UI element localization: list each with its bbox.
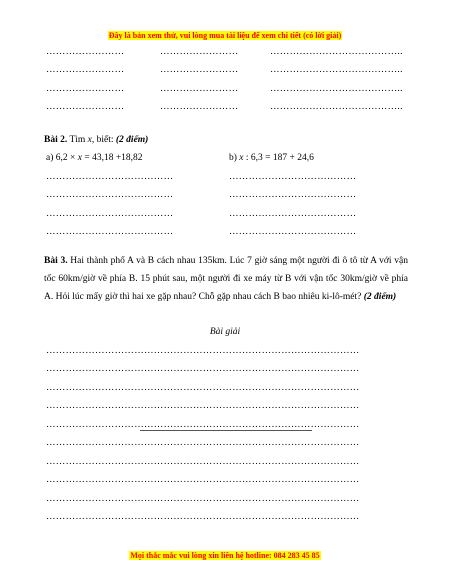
equation-b-var: x bbox=[239, 153, 244, 163]
solution-line: …………………………………………………………………………………… bbox=[46, 494, 360, 504]
exercise-3-label: Bài 3. bbox=[44, 256, 68, 266]
equation-a-post: = 43,18 +18,82 bbox=[81, 153, 143, 163]
solution-line: …………………………………………………………………………………… bbox=[46, 438, 360, 448]
exercise-3-points: (2 điểm) bbox=[363, 292, 397, 302]
answer-line: …………………… bbox=[46, 65, 125, 75]
top-banner bbox=[0, 25, 450, 43]
equation-b-pre: b) bbox=[229, 153, 240, 163]
exercise-2-points: (2 điểm) bbox=[115, 135, 149, 145]
solution-line: …………………………………………………………………………………… bbox=[46, 364, 360, 374]
answer-line: ………………………………… bbox=[229, 209, 357, 219]
bottom-banner bbox=[0, 545, 450, 563]
exercise-3-paragraph bbox=[44, 252, 408, 306]
hotline-text: Mọi thắc mắc vui lòng xin liên hệ hotline: 084 283 45 85 bbox=[130, 551, 320, 560]
exercise-2-var: x bbox=[87, 135, 92, 145]
answer-line: ………………………………… bbox=[229, 190, 357, 200]
answer-line: …………………… bbox=[46, 47, 125, 57]
exercise-2-prompt-pre: Tìm bbox=[67, 135, 88, 145]
exercise-3-text: Hai thành phố A và B cách nhau 135km. Lúc 7 giờ sáng một người đi ô tô từ A với vận tốc 60km/giờ về phía B. 15 phút sau, một người đi xe máy từ B với vận tốc 30km/giờ về phía A. Hỏi lúc mấy giờ thì hai xe gặp nhau? Chỗ gặp nhau cách B bao nhiêu ki-lô-mét? bbox=[44, 256, 408, 302]
answer-line: …………………… bbox=[160, 47, 239, 57]
exercise-2-heading bbox=[44, 135, 148, 145]
answer-line: ………………………………….. bbox=[270, 102, 403, 112]
solution-line: …………………………………………………………………………………… bbox=[46, 401, 360, 411]
answer-line: ………………………………….. bbox=[270, 65, 403, 75]
solution-line: …………………………………………………………………………………… bbox=[46, 475, 360, 485]
answer-line: …………………… bbox=[160, 102, 239, 112]
solution-line: …………………………………………………………………………………… bbox=[46, 346, 360, 356]
solution-line: …………………………………………………………………………………… bbox=[46, 420, 360, 430]
answer-line: ………………………………… bbox=[229, 172, 357, 182]
exercise-2-prompt-post: , biết: bbox=[91, 135, 116, 145]
top-banner-text: Đây là bản xem thử, vui lòng mua tài liệu để xem chi tiết (có lời giải) bbox=[108, 31, 342, 40]
solution-line: …………………………………………………………………………………… bbox=[46, 457, 360, 467]
equation-a-pre: a) 6,2 × bbox=[46, 153, 78, 163]
divider-line bbox=[140, 430, 312, 431]
answer-line: ………………………………… bbox=[46, 209, 174, 219]
equation-b bbox=[229, 153, 314, 163]
solution-line: …………………………………………………………………………………… bbox=[46, 512, 360, 522]
answer-line: ………………………………… bbox=[46, 227, 174, 237]
answer-line: ………………………………… bbox=[229, 227, 357, 237]
answer-line: ………………………………….. bbox=[270, 47, 403, 57]
answer-line: ………………………………….. bbox=[270, 84, 403, 94]
equation-b-post: : 6,3 = 187 + 24,6 bbox=[243, 153, 314, 163]
answer-line: …………………… bbox=[46, 84, 125, 94]
answer-line: …………………… bbox=[160, 65, 239, 75]
solution-line: …………………………………………………………………………………… bbox=[46, 383, 360, 393]
answer-line: …………………… bbox=[46, 102, 125, 112]
answer-line: ………………………………… bbox=[46, 172, 174, 182]
answer-line: ………………………………… bbox=[46, 190, 174, 200]
exercise-2-label: Bài 2. bbox=[44, 135, 68, 145]
equation-a bbox=[46, 153, 143, 163]
equation-a-var: x bbox=[77, 153, 82, 163]
solution-title: Bài giải bbox=[209, 327, 241, 337]
answer-line: …………………… bbox=[160, 84, 239, 94]
